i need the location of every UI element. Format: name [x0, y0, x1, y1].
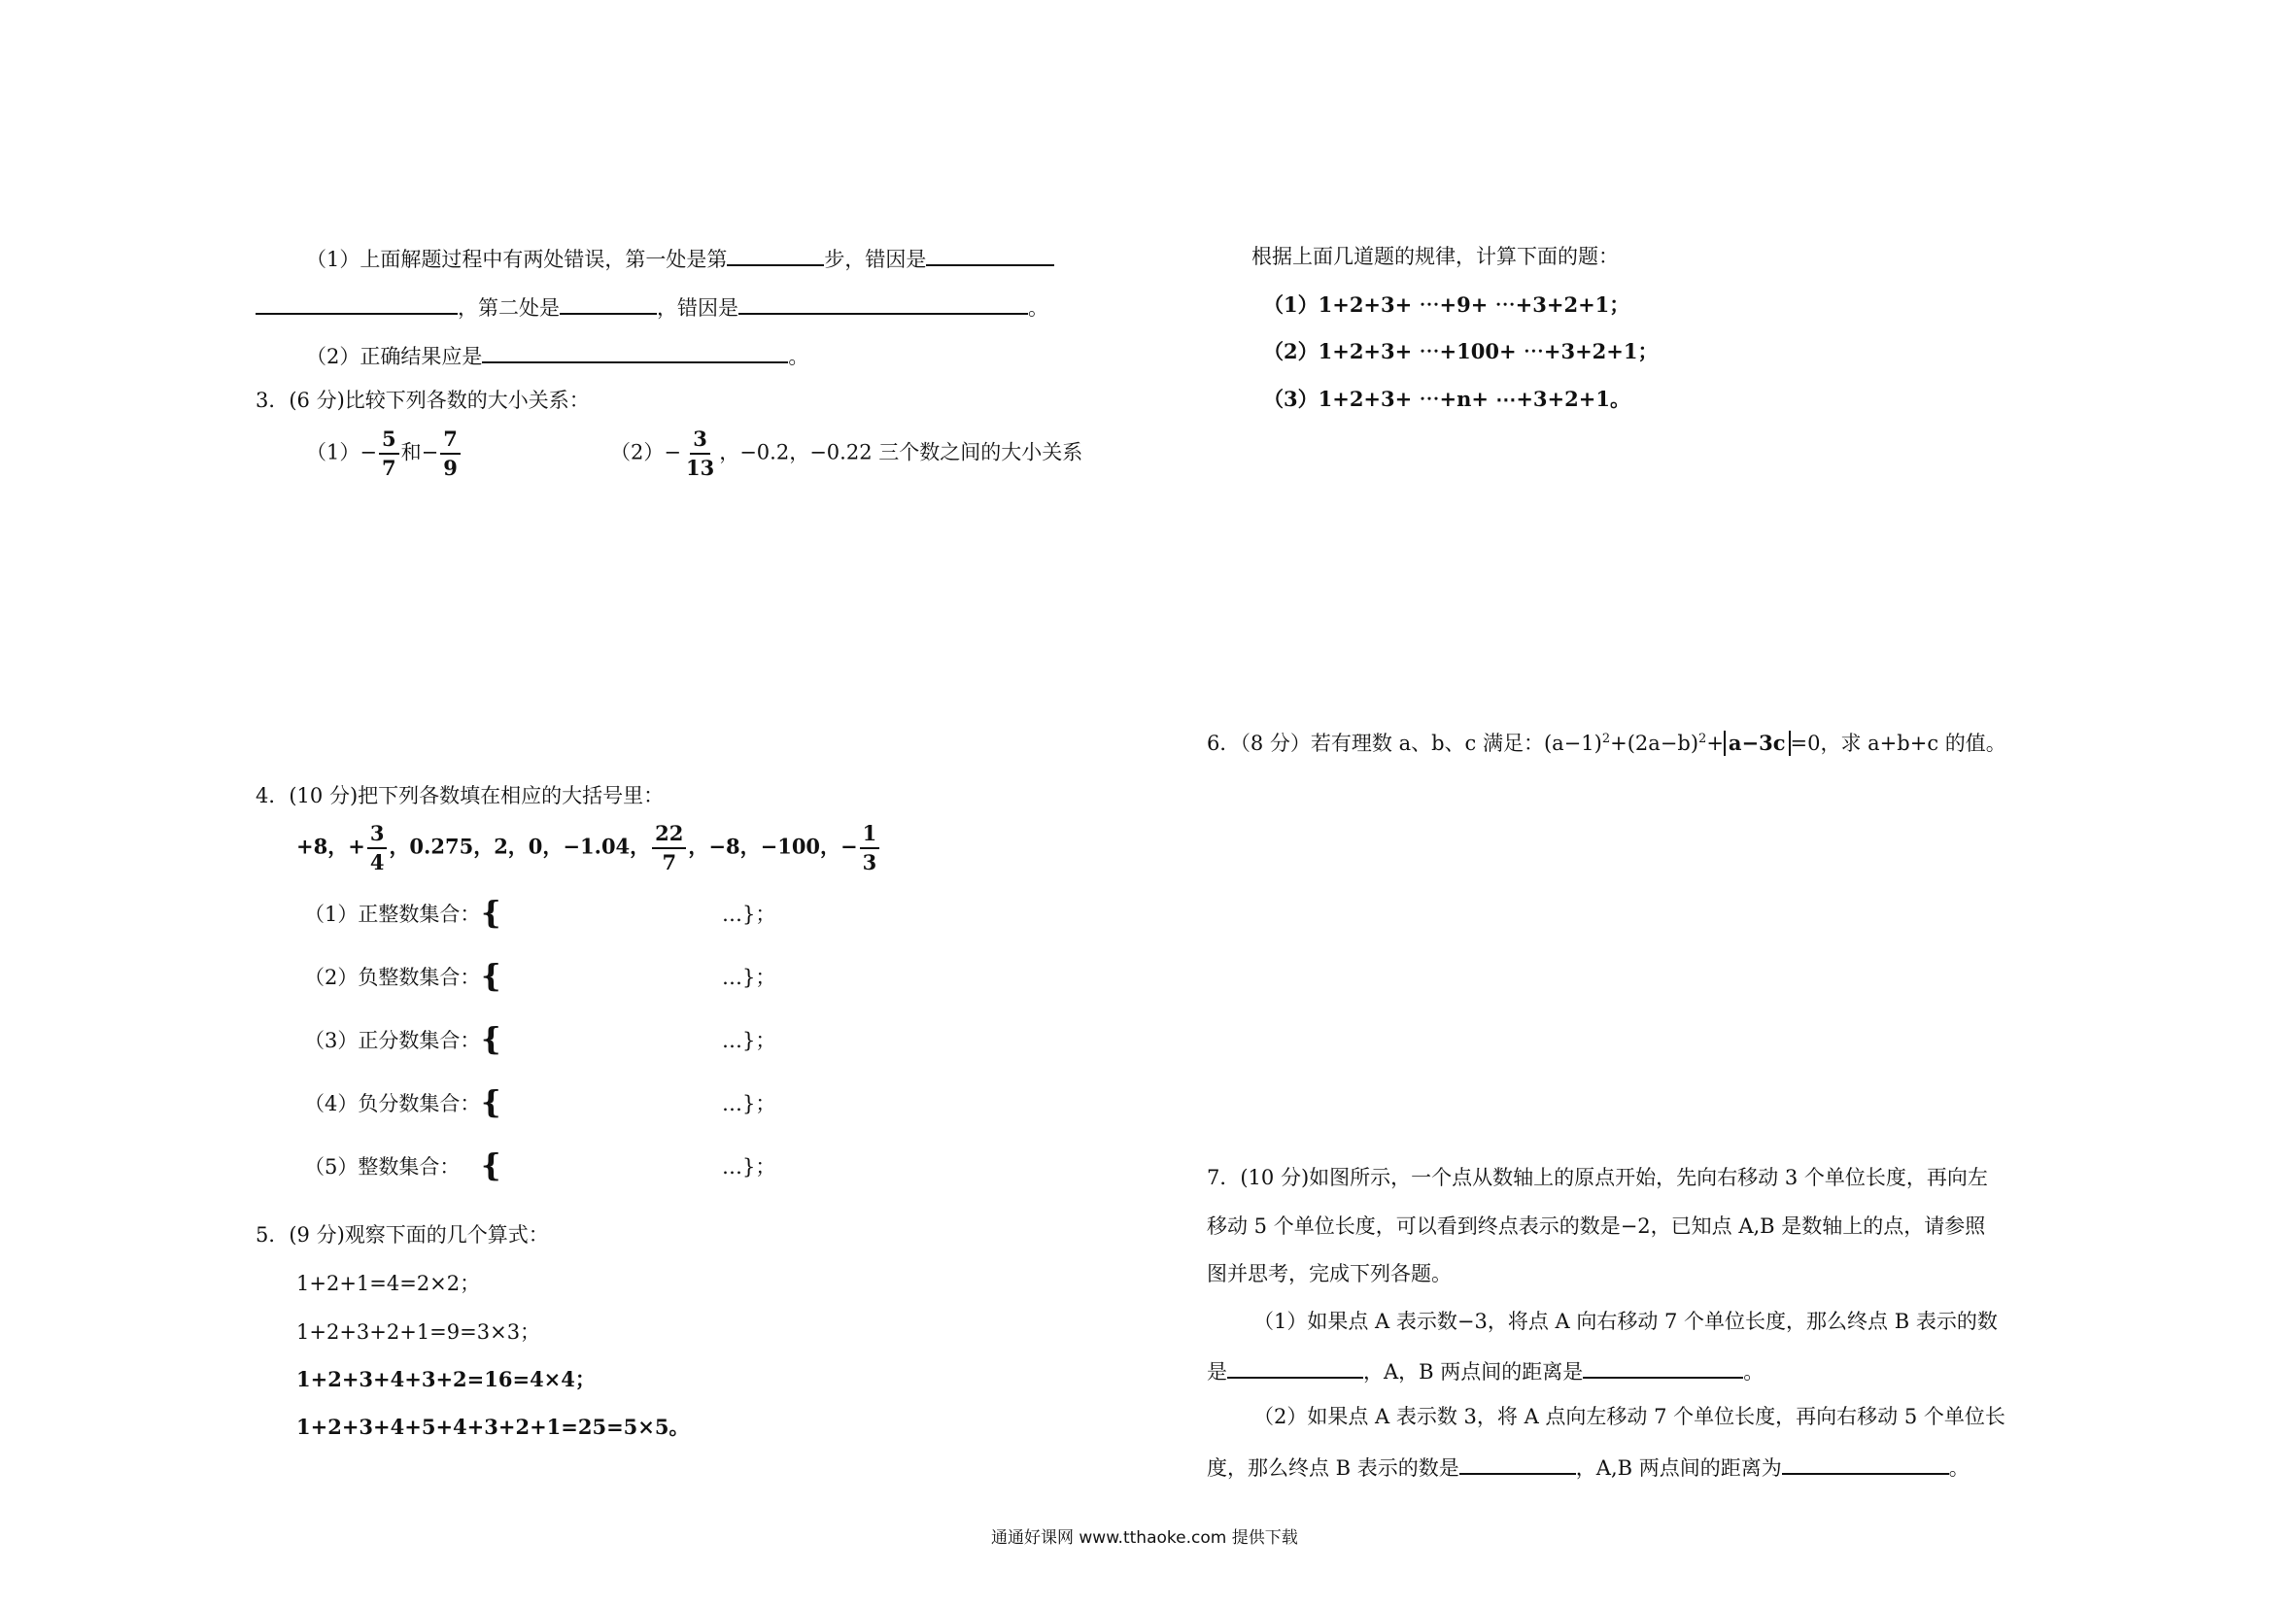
q5-item: （1）1+2+3+ ⋯+9+ ⋯+3+2+1；: [1263, 292, 1630, 317]
fraction-denominator: 13: [685, 456, 715, 480]
q2-part2-end: 。: [788, 345, 809, 368]
q2-part1-line1: [306, 243, 1054, 273]
q7-text: 度，那么终点 B 表示的数是: [1207, 1456, 1459, 1480]
q2-step-blank[interactable]: [727, 243, 824, 266]
set-label: （3）正分数集合：: [304, 1029, 481, 1052]
q6-question: [1207, 726, 2006, 757]
q5-item: （3）1+2+3+ ⋯+n+ ⋯+3+2+1。: [1263, 387, 1630, 411]
q6-exponent: 2: [1601, 732, 1611, 746]
q7-answer-line2: [1207, 1452, 1970, 1482]
q7-text: ，A,B 两点间的距离为: [1575, 1456, 1782, 1480]
set-end: …}；: [722, 966, 776, 989]
q7-distance-blank-2[interactable]: [1782, 1452, 1949, 1475]
set-input-area[interactable]: [505, 964, 719, 991]
q3-title: 3．(6 分)比较下列各数的大小关系：: [256, 389, 590, 412]
set-input-area[interactable]: [505, 901, 719, 928]
q5-equation: 1+2+3+2+1=9=3×3；: [296, 1320, 541, 1344]
q3-p2-prefix: （2）−: [610, 440, 681, 464]
fraction-numerator: 22: [652, 822, 686, 849]
q4-numbers-part2: ，0.275，2，0，−1.04，: [389, 834, 651, 859]
open-brace: {: [481, 1083, 501, 1120]
set-label: （1）正整数集合：: [304, 903, 481, 926]
q7-text: ，A，B 两点间的距离是: [1363, 1360, 1584, 1384]
q4-numbers-part3: ，−8，−100，−: [688, 834, 858, 859]
set-end: …}；: [722, 1092, 776, 1115]
q5-item: （2）1+2+3+ ⋯+100+ ⋯+3+2+1；: [1263, 339, 1659, 363]
q6-text-d: =0，求 a+b+c 的值。: [1790, 732, 2006, 755]
fraction-numerator: 7: [440, 427, 461, 455]
q6-exponent: 2: [1698, 732, 1707, 746]
q3-fraction-5-7: [379, 427, 399, 480]
q7-answer-line1: [1207, 1355, 1764, 1385]
q4-fraction-3-4: [367, 822, 388, 874]
q7-text: 是: [1207, 1360, 1227, 1384]
q3-p1-mid: 和−: [400, 440, 439, 464]
q7-endpoint-b-blank[interactable]: [1227, 1355, 1363, 1379]
q7-text: 。: [1948, 1456, 1970, 1480]
q7-line: 移动 5 个单位长度，可以看到终点表示的数是−2，已知点 A,B 是数轴上的点，请参照: [1207, 1214, 1986, 1238]
q2-correct-result-blank[interactable]: [482, 340, 788, 363]
set-input-area[interactable]: [505, 1027, 719, 1054]
q4-fraction-1-3: [860, 822, 880, 874]
q7-line: 7．(10 分)如图所示，一个点从数轴上的原点开始，先向右移动 3 个单位长度，再向左: [1207, 1166, 1988, 1189]
fraction-numerator: 5: [379, 427, 399, 455]
q2-reason1-blank-a[interactable]: [926, 243, 1054, 266]
q2-second-step-blank[interactable]: [560, 291, 657, 315]
q3-part1: [306, 427, 463, 480]
q2-part1-text-b: 步，错因是: [824, 248, 927, 271]
q3-fraction-3-13: [683, 427, 717, 480]
q7-line: 图并思考，完成下列各题。: [1207, 1262, 1452, 1285]
q4-set-row: [304, 1027, 480, 1054]
q4-numbers: [296, 822, 881, 874]
fraction-numerator: 3: [690, 427, 710, 455]
q4-set-row: [304, 964, 480, 991]
q6-text-b: +(2a−b): [1610, 732, 1699, 755]
fraction-numerator: 1: [860, 822, 880, 849]
q4-set-row: [304, 1153, 460, 1180]
q6-text-a: 6．（8 分）若有理数 a、b、c 满足：(a−1): [1207, 732, 1602, 755]
q3-p1-prefix: （1）−: [306, 440, 377, 464]
q2-reason2-blank[interactable]: [738, 291, 1028, 315]
q2-part1-line2: [256, 291, 1048, 322]
open-brace: {: [481, 957, 501, 994]
q7-line: （1）如果点 A 表示数−3，将点 A 向右移动 7 个单位长度，那么终点 B 表示的数: [1253, 1310, 1998, 1333]
q7-distance-blank[interactable]: [1583, 1355, 1743, 1379]
set-label: （4）负分数集合：: [304, 1092, 481, 1115]
set-end: …}；: [722, 1155, 776, 1179]
open-brace: {: [481, 1020, 501, 1057]
fraction-denominator: 4: [369, 850, 385, 874]
q2-part2-line: [306, 340, 808, 370]
q5-title: 5．(9 分)观察下面的几个算式：: [256, 1223, 549, 1247]
q2-part1-text-a: （1）上面解题过程中有两处错误，第一处是第: [306, 248, 728, 271]
q2-part2-text: （2）正确结果应是: [306, 345, 483, 368]
set-label: （5）整数集合：: [304, 1155, 461, 1179]
q5-equation: 1+2+3+4+5+4+3+2+1=25=5×5。: [296, 1415, 690, 1439]
open-brace: {: [481, 894, 501, 931]
q4-set-row: [304, 1090, 480, 1117]
q5-equation: 1+2+3+4+3+2=16=4×4；: [296, 1367, 596, 1391]
set-end: …}；: [722, 1029, 776, 1052]
set-input-area[interactable]: [505, 1090, 719, 1117]
q4-fraction-22-7: [652, 822, 686, 874]
q5-equation: 1+2+1=4=2×2；: [296, 1272, 481, 1295]
fraction-denominator: 9: [443, 456, 458, 480]
q7-endpoint-b-blank-2[interactable]: [1459, 1452, 1576, 1475]
open-brace: {: [481, 1146, 501, 1183]
fraction-numerator: 3: [367, 822, 388, 849]
fraction-denominator: 7: [381, 456, 396, 480]
q4-set-row: [304, 901, 480, 928]
q7-text: 。: [1743, 1360, 1765, 1384]
q3-part2: [610, 427, 1082, 480]
set-end: …}；: [722, 903, 776, 926]
set-input-area[interactable]: [505, 1153, 719, 1180]
q3-fraction-7-9: [440, 427, 461, 480]
fraction-denominator: 3: [862, 850, 877, 874]
q6-text-c: +: [1706, 732, 1724, 755]
q4-numbers-part1: +8，+: [296, 834, 365, 859]
q2-part1-text-e: 。: [1028, 296, 1048, 320]
q5-intro: 根据上面几道题的规律，计算下面的题：: [1251, 245, 1619, 268]
q2-reason1-blank-b[interactable]: [256, 291, 458, 315]
q3-p2-suffix: ，−0.2，−0.22 三个数之间的大小关系: [719, 440, 1083, 464]
fraction-denominator: 7: [662, 850, 677, 874]
q6-absolute-value: a−3c: [1724, 731, 1791, 756]
page-footer: 通通好课网 www.tthaoke.com 提供下载: [991, 1528, 1298, 1548]
q2-part1-text-c: ，第二处是: [458, 296, 560, 320]
set-label: （2）负整数集合：: [304, 966, 481, 989]
q4-title: 4．(10 分)把下列各数填在相应的大括号里：: [256, 784, 665, 807]
q2-part1-text-d: ，错因是: [657, 296, 738, 320]
q7-line: （2）如果点 A 表示数 3，将 A 点向左移动 7 个单位长度，再向右移动 5 个单位长: [1253, 1405, 2005, 1428]
